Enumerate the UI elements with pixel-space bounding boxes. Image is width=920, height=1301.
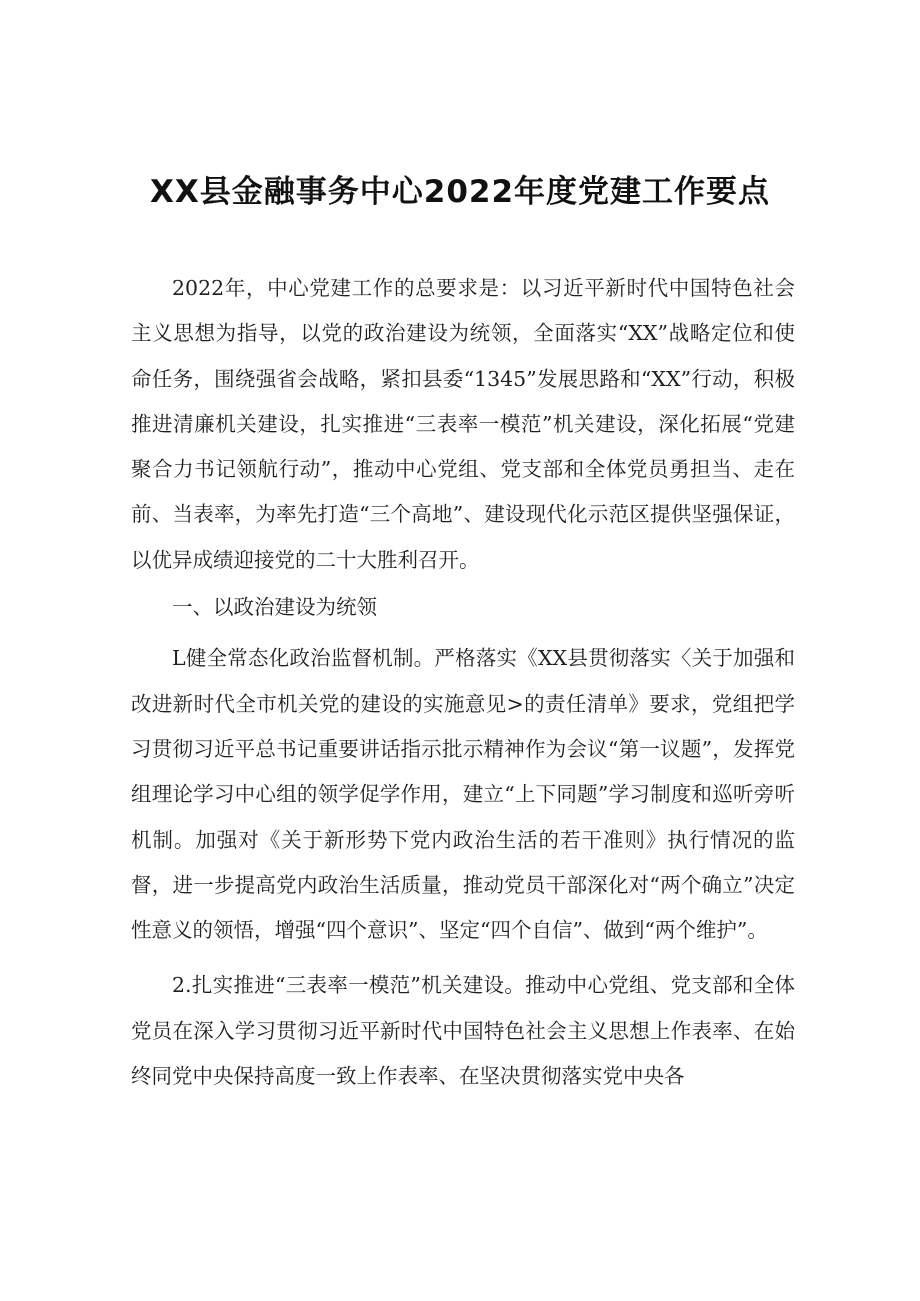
document-body: [131, 266, 795, 1099]
item-paragraph-2: 2.扎实推进“三表率一模范”机关建设。推动中心党组、党支部和全体党员在深入学习贯彻习近平新时代中国特色社会主义思想上作表率、在始终同党中央保持高度一致上作表率、在坚决贯彻落实党中央各: [131, 973, 795, 1089]
section-heading-1: 一、以政治建设为统领: [172, 595, 377, 620]
item-paragraph-1: L健全常态化政治监督机制。严格落实《XX县贯彻落实〈关于加强和改进新时代全市机关党的建设的实施意见>的责任清单》要求，党组把学习贯彻习近平总书记重要讲话指示批示精神作为会议“第一议题”，发挥党组理论学习中心组的领学促学作用，建立“上下同题”学习制度和巡听旁听机制。加强对《关于新形势下党内政治生活的若干准则》执行情况的监督，进一步提高党内政治生活质量，推动党员干部深化对“两个确立”决定性意义的领悟，增强“四个意识”、坚定“四个自信”、做到“两个维护”。: [131, 646, 795, 943]
document-title: XX县金融事务中心2022年度党建工作要点: [149, 174, 771, 210]
intro-paragraph: 2022年，中心党建工作的总要求是：以习近平新时代中国特色社会主义思想为指导，以党的政治建设为统领，全面落实“XX”战略定位和使命任务，围绕强省会战略，紧扣县委“1345”发展思路和“XX”行动，积极推进清廉机关建设，扎实推进“三表率一模范”机关建设，深化拓展“党建聚合力书记领航行动”，推动中心党组、党支部和全体党员勇担当、走在前、当表率，为率先打造“三个高地”、建设现代化示范区提供坚强保证，以优异成绩迎接党的二十大胜利召开。: [131, 276, 795, 572]
